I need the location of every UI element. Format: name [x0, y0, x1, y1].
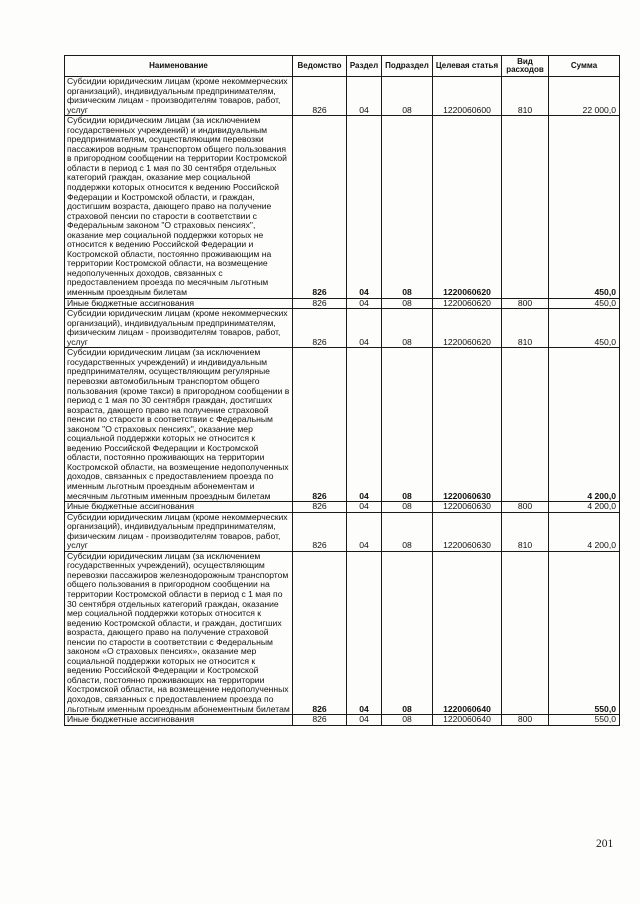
header-target: Целевая статья	[433, 56, 502, 77]
table-row	[65, 298, 620, 309]
row-sum: 4 200,0	[549, 512, 620, 551]
row-target: 1220060600	[433, 77, 502, 116]
row-target: 1220060630	[433, 502, 502, 513]
row-department: 826	[293, 116, 347, 298]
row-section: 04	[347, 715, 382, 726]
row-name: Субсидии юридическим лицам (за исключением государственных учреждений) и индивидуальным предпринимателям, осуществляющим перевозки пассажиров водным транспортом общего пользования в пригородном сообщении на территории Костромской области в период с 1 мая по 30 сентября отдельных категорий граждан, оказание мер социальной поддержки которых относится к ведению Российской Федерации и Костромской области, и граждан, достигшим возраста, дающего право на получение страховой пенсии по старости в соответствии с Федеральным законом "О страховых пенсиях", оказание мер социальной поддержки которых не относится к ведению Российской Федерации и Костромской области, постоянно проживающим на территории Костромской области, на возмещение недополученных доходов, связанных с предоставлением проезда по месячным льготным именным проездным билетам	[65, 116, 293, 298]
row-subsection: 08	[382, 348, 433, 502]
row-section: 04	[347, 116, 382, 298]
row-sum: 450,0	[549, 309, 620, 348]
row-sum: 450,0	[549, 298, 620, 309]
row-type	[502, 551, 549, 714]
row-target: 1220060630	[433, 512, 502, 551]
row-type	[502, 348, 549, 502]
header-subsection: Подраздел	[382, 56, 433, 77]
row-name: Субсидии юридическим лицам (кроме некоммерческих организаций), индивидуальным предпринимателям, физическим лицам - производителям товаров, работ, услуг	[65, 512, 293, 551]
row-type: 810	[502, 512, 549, 551]
row-section: 04	[347, 298, 382, 309]
row-subsection: 08	[382, 512, 433, 551]
row-sum: 450,0	[549, 116, 620, 298]
row-target: 1220060620	[433, 298, 502, 309]
header-type: Вид расходов	[502, 56, 549, 77]
table-row	[65, 512, 620, 551]
row-type	[502, 116, 549, 298]
header-sum: Сумма	[549, 56, 620, 77]
row-department: 826	[293, 512, 347, 551]
row-type: 800	[502, 298, 549, 309]
row-department: 826	[293, 77, 347, 116]
row-name: Иные бюджетные ассигнования	[65, 502, 293, 513]
row-department: 826	[293, 502, 347, 513]
row-name: Субсидии юридическим лицам (кроме некоммерческих организаций), индивидуальным предпринимателям, физическим лицам - производителям товаров, работ, услуг	[65, 309, 293, 348]
row-type: 800	[502, 502, 549, 513]
row-section: 04	[347, 551, 382, 714]
row-subsection: 08	[382, 715, 433, 726]
table-row	[65, 715, 620, 726]
row-subsection: 08	[382, 309, 433, 348]
row-target: 1220060620	[433, 309, 502, 348]
row-department: 826	[293, 298, 347, 309]
row-target: 1220060630	[433, 348, 502, 502]
row-type: 800	[502, 715, 549, 726]
row-target: 1220060640	[433, 715, 502, 726]
row-department: 826	[293, 715, 347, 726]
row-sum: 22 000,0	[549, 77, 620, 116]
row-section: 04	[347, 502, 382, 513]
header-section: Раздел	[347, 56, 382, 77]
row-section: 04	[347, 77, 382, 116]
row-section: 04	[347, 309, 382, 348]
row-department: 826	[293, 551, 347, 714]
page-number: 201	[596, 838, 614, 850]
table-row	[65, 77, 620, 116]
row-subsection: 08	[382, 298, 433, 309]
row-subsection: 08	[382, 502, 433, 513]
row-sum: 550,0	[549, 715, 620, 726]
row-section: 04	[347, 512, 382, 551]
row-subsection: 08	[382, 77, 433, 116]
row-subsection: 08	[382, 116, 433, 298]
row-name: Субсидии юридическим лицам (кроме некоммерческих организаций), индивидуальным предпринимателям, физическим лицам - производителям товаров, работ, услуг	[65, 77, 293, 116]
table-row	[65, 502, 620, 513]
table-row	[65, 551, 620, 714]
row-department: 826	[293, 309, 347, 348]
row-subsection: 08	[382, 551, 433, 714]
row-name: Субсидии юридическим лицам (за исключением государственных учреждений) и индивидуальным предпринимателям, осуществляющим регулярные перевозки автомобильным транспортом общего пользования (кроме такси) в пригородном сообщении в период с 1 мая по 30 сентября граждан, достигших возраста, дающего право на получение страховой пенсии по старости в соответствии с Федеральным законом "О страховых пенсиях", оказание мер социальной поддержки которых не относится к ведению Российской Федерации и Костромской области, постоянно проживающих на территории Костромской области, на возмещение недополученных доходов, связанных с предоставлением проезда по именным льготным проездным абонементам и месячным льготным именным проездным билетам	[65, 348, 293, 502]
row-sum: 4 200,0	[549, 502, 620, 513]
row-name: Субсидии юридическим лицам (за исключением государственных учреждений), осуществляющим перевозки пассажиров железнодорожным транспортом общего пользования в пригородном сообщении на территории Костромской области в период с 1 мая по 30 сентября отдельных категорий граждан, оказание мер социальной поддержки которых относится к ведению Костромской области, и граждан, достигших возраста, дающего право на получение страховой пенсии по старости в соответствии с Федеральным законом «О страховых пенсиях», оказание мер социальной поддержки которых не относится к ведению Российской Федерации и Костромской области, постоянно проживающих на территории Костромской области, на возмещение недополученных доходов, связанных с предоставлением проезда по льготным именным проездным абонементным билетам	[65, 551, 293, 714]
row-target: 1220060620	[433, 116, 502, 298]
row-sum: 4 200,0	[549, 348, 620, 502]
row-department: 826	[293, 348, 347, 502]
header-name: Наименование	[65, 56, 293, 77]
row-name: Иные бюджетные ассигнования	[65, 715, 293, 726]
row-type: 810	[502, 77, 549, 116]
table-row	[65, 309, 620, 348]
row-type: 810	[502, 309, 549, 348]
table-row	[65, 116, 620, 298]
row-sum: 550,0	[549, 551, 620, 714]
table-header-row	[65, 56, 620, 77]
table-row	[65, 348, 620, 502]
row-target: 1220060640	[433, 551, 502, 714]
row-section: 04	[347, 348, 382, 502]
budget-table	[64, 55, 620, 726]
header-department: Ведомство	[293, 56, 347, 77]
row-name: Иные бюджетные ассигнования	[65, 298, 293, 309]
